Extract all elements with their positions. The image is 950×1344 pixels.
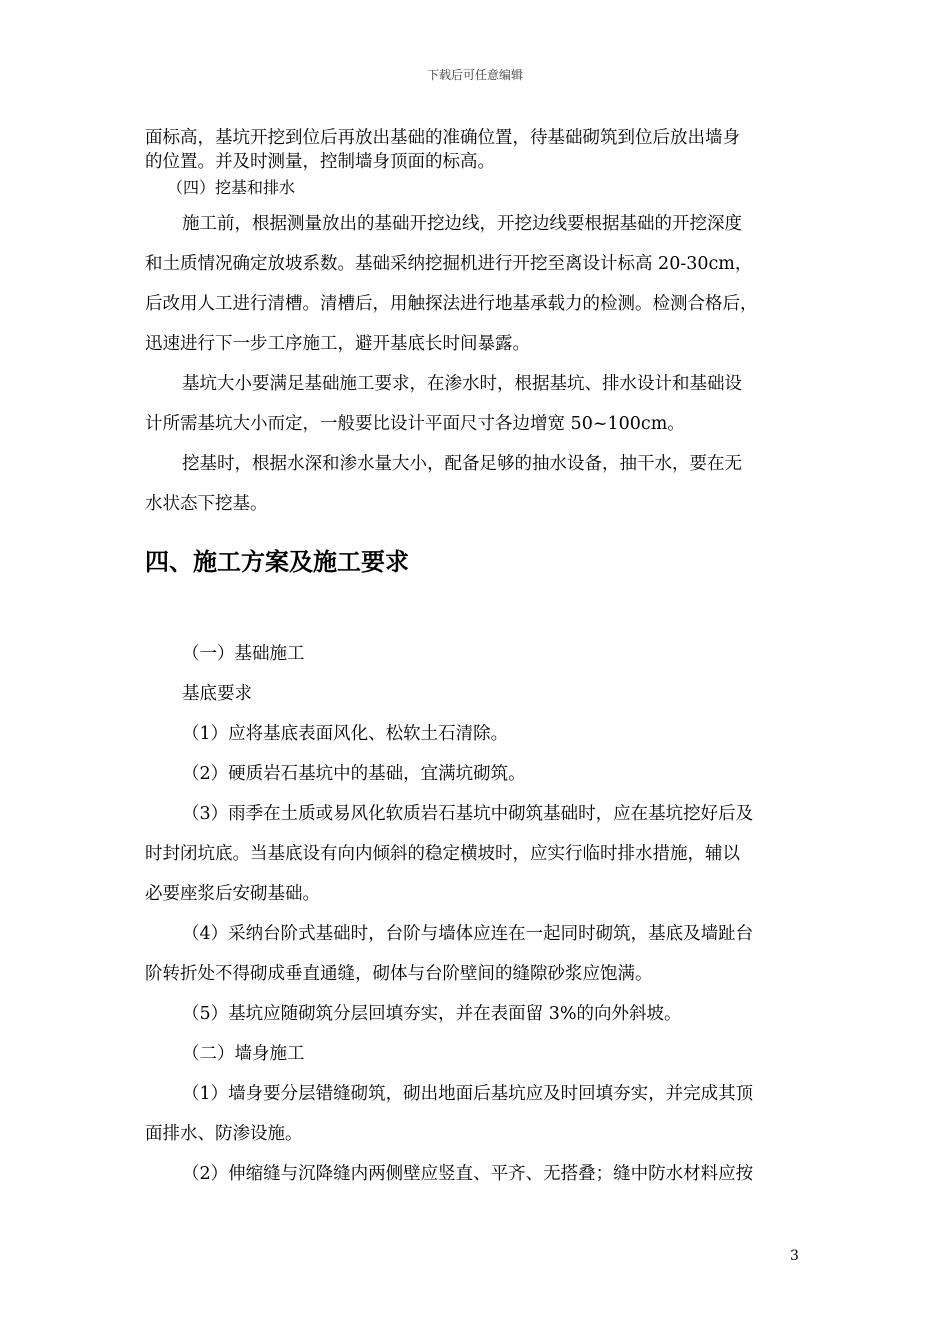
text-line: 时封闭坑底。当基底设有向内倾斜的稳定横坡时，应实行临时排水措施，辅以 — [145, 844, 740, 864]
subsection-heading: （四）挖基和排水 — [167, 178, 296, 197]
list-item: （5）基坑应随砌筑分层回填夯实，并在表面留 3%的向外斜坡。 — [182, 1004, 682, 1024]
page-number: 3 — [790, 1248, 799, 1264]
text-line: 迅速进行下一步工序施工，避开基底长时间暴露。 — [145, 334, 530, 354]
subsection-heading: （一）基础施工 — [182, 644, 305, 664]
text-line: 基坑大小要满足基础施工要求，在渗水时，根据基坑、排水设计和基础设 — [182, 374, 742, 394]
list-item: （1）应将基底表面风化、松软土石清除。 — [182, 724, 509, 744]
text-line: 面排水、防渗设施。 — [145, 1124, 303, 1144]
text-line: 基底要求 — [182, 684, 252, 704]
list-item: （1）墙身要分层错缝砌筑，砌出地面后基坑应及时回填夯实，并完成其顶 — [182, 1084, 754, 1104]
text-line: 施工前，根据测量放出的基础开挖边线，开挖边线要根据基础的开挖深度 — [182, 214, 742, 234]
text-line: 的位置。并及时测量，控制墙身顶面的标高。 — [145, 152, 495, 172]
text-line: 后改用人工进行清槽。清槽后，用触探法进行地基承载力的检测。检测合格后， — [145, 294, 758, 314]
text-line: 阶转折处不得砌成垂直通缝，砌体与台阶壁间的缝隙砂浆应饱满。 — [145, 964, 653, 984]
list-item: （2）硬质岩石基坑中的基础，宜满坑砌筑。 — [182, 764, 526, 784]
text-line: 挖基时，根据水深和渗水量大小，配备足够的抽水设备，抽干水，要在无 — [182, 454, 742, 474]
page-header: 下载后可任意编辑 — [426, 68, 523, 82]
list-item: （3）雨季在土质或易风化软质岩石基坑中砌筑基础时，应在基坑挖好后及 — [182, 804, 754, 824]
text-line: 水状态下挖基。 — [145, 494, 268, 514]
list-item: （4）采纳台阶式基础时，台阶与墙体应连在一起同时砌筑，基底及墙趾台 — [182, 924, 754, 944]
list-item: （2）伸缩缝与沉降缝内两侧壁应竖直、平齐、无搭叠；缝中防水材料应按 — [182, 1164, 754, 1184]
section-heading: 四、施工方案及施工要求 — [145, 547, 409, 576]
text-line: 和土质情况确定放坡系数。基础采纳挖掘机进行开挖至离设计标高 20-30cm， — [145, 254, 753, 274]
text-line: 面标高，基坑开挖到位后再放出基础的准确位置，待基础砌筑到位后放出墙身 — [145, 128, 740, 148]
text-line: 必要座浆后安砌基础。 — [145, 884, 320, 904]
subsection-heading: （二）墙身施工 — [182, 1044, 305, 1064]
text-line: 计所需基坑大小而定，一般要比设计平面尺寸各边增宽 50~100cm。 — [145, 414, 685, 434]
